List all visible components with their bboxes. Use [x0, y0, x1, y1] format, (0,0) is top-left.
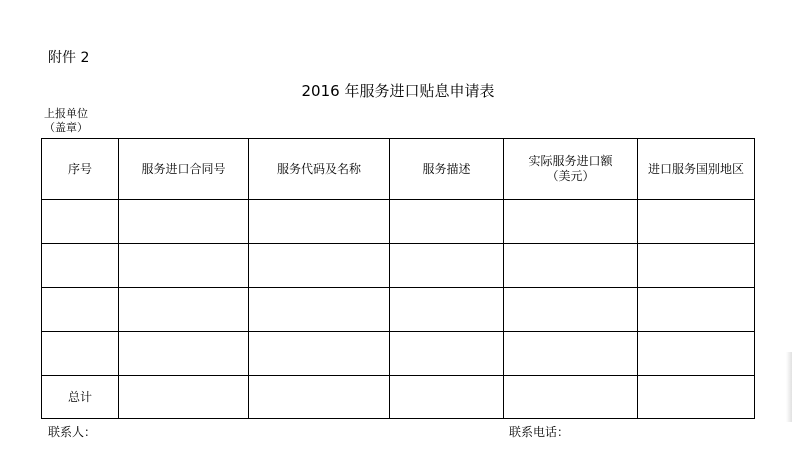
table-header-row	[42, 139, 755, 200]
page-edge-shadow	[786, 352, 792, 422]
table-cell[interactable]	[42, 332, 119, 376]
table-cell[interactable]	[390, 200, 504, 244]
table-cell[interactable]	[390, 288, 504, 332]
table-cell[interactable]	[119, 288, 249, 332]
table-cell[interactable]	[504, 376, 638, 419]
table-cell[interactable]	[638, 200, 755, 244]
table-cell[interactable]	[390, 332, 504, 376]
reporting-unit-line1: 上报单位	[44, 107, 88, 120]
table-row	[42, 200, 755, 244]
table-cell[interactable]	[249, 200, 390, 244]
total-row	[42, 376, 755, 419]
table-row	[42, 288, 755, 332]
header-import-country-region: 进口服务国别地区	[638, 139, 755, 200]
table-cell[interactable]	[504, 288, 638, 332]
table-cell[interactable]	[249, 244, 390, 288]
table-cell[interactable]	[249, 288, 390, 332]
table-cell[interactable]	[638, 332, 755, 376]
application-table	[41, 138, 755, 419]
table-cell[interactable]	[119, 332, 249, 376]
header-serial-number: 序号	[42, 139, 119, 200]
header-contract-number: 服务进口合同号	[119, 139, 249, 200]
table-row	[42, 332, 755, 376]
table-cell[interactable]	[119, 200, 249, 244]
table-cell[interactable]	[249, 332, 390, 376]
table-cell[interactable]	[119, 244, 249, 288]
total-label: 总计	[42, 376, 119, 419]
table-cell[interactable]	[638, 376, 755, 419]
table-cell[interactable]	[638, 244, 755, 288]
table-cell[interactable]	[390, 376, 504, 419]
table-cell[interactable]	[390, 244, 504, 288]
table-cell[interactable]	[42, 200, 119, 244]
header-actual-import-amount: 实际服务进口额 （美元）	[504, 139, 638, 200]
table-cell[interactable]	[638, 288, 755, 332]
header-service-code-name: 服务代码及名称	[249, 139, 390, 200]
contact-phone-label: 联系电话：	[509, 425, 570, 439]
form-title: 2016 年服务进口贴息申请表	[301, 82, 495, 100]
table-cell[interactable]	[504, 332, 638, 376]
reporting-unit-label	[44, 107, 88, 135]
table-cell[interactable]	[504, 244, 638, 288]
header-service-description: 服务描述	[390, 139, 504, 200]
contact-person-label: 联系人：	[48, 425, 97, 439]
table-row	[42, 244, 755, 288]
reporting-unit-line2: （盖章）	[44, 121, 88, 134]
table-cell[interactable]	[42, 288, 119, 332]
table-cell[interactable]	[249, 376, 390, 419]
table-cell[interactable]	[504, 200, 638, 244]
table-cell[interactable]	[42, 244, 119, 288]
attachment-label: 附件 2	[48, 50, 90, 66]
table-cell[interactable]	[119, 376, 249, 419]
